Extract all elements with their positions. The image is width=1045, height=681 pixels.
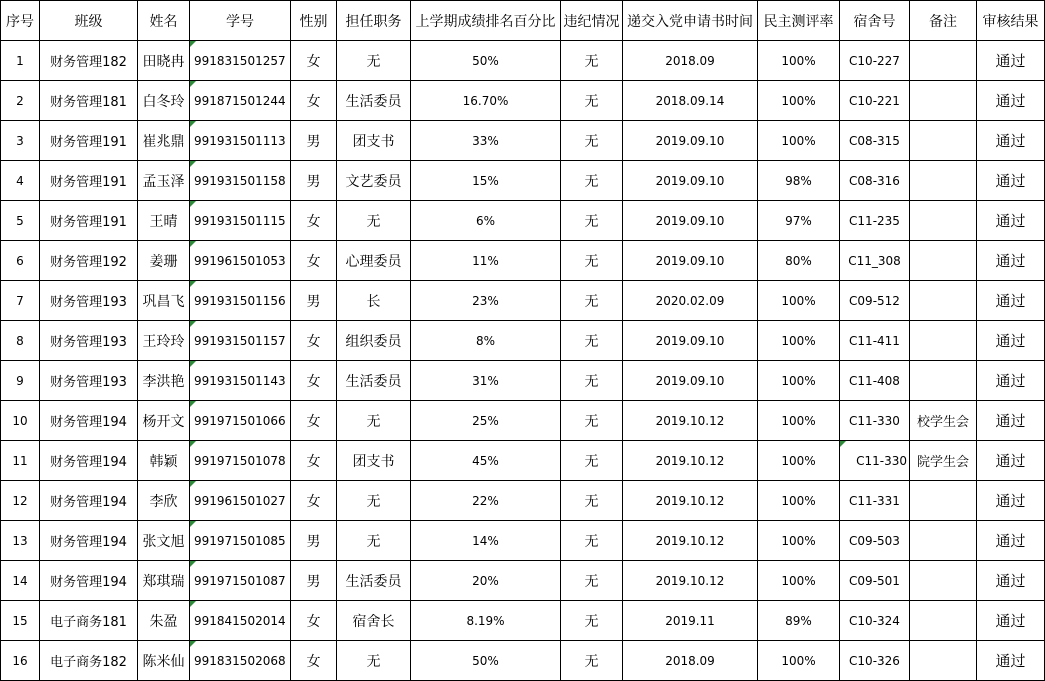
table-row xyxy=(1,481,1045,521)
cell-discipline: 无 xyxy=(561,641,623,681)
cell-no: 10 xyxy=(1,401,40,441)
cell-result: 通过 xyxy=(977,441,1045,481)
cell-result: 通过 xyxy=(977,521,1045,561)
cell-no: 16 xyxy=(1,641,40,681)
cell-discipline: 无 xyxy=(561,401,623,441)
cell-role: 长 xyxy=(337,281,411,321)
table-row xyxy=(1,401,1045,441)
cell-name: 李洪艳 xyxy=(138,361,190,401)
cell-no: 6 xyxy=(1,241,40,281)
cell-dorm: C10-221 xyxy=(840,81,910,121)
cell-name: 姜珊 xyxy=(138,241,190,281)
cell-role: 生活委员 xyxy=(337,561,411,601)
cell-gender: 女 xyxy=(291,201,337,241)
cell-result: 通过 xyxy=(977,41,1045,81)
cell-rank-percent: 50% xyxy=(411,41,561,81)
cell-dorm: C11_308 xyxy=(840,241,910,281)
cell-rank-percent: 23% xyxy=(411,281,561,321)
cell-student-id: 991931501158 xyxy=(190,161,291,201)
cell-discipline: 无 xyxy=(561,161,623,201)
cell-evaluation-rate: 97% xyxy=(758,201,840,241)
cell-student-id: 991931501157 xyxy=(190,321,291,361)
cell-note xyxy=(910,201,977,241)
cell-application-date: 2018.09 xyxy=(623,641,758,681)
header-student-id: 学号 xyxy=(190,1,291,41)
cell-name: 崔兆鼎 xyxy=(138,121,190,161)
cell-rank-percent: 33% xyxy=(411,121,561,161)
cell-note xyxy=(910,321,977,361)
cell-dorm: C08-315 xyxy=(840,121,910,161)
table-row xyxy=(1,121,1045,161)
cell-evaluation-rate: 89% xyxy=(758,601,840,641)
header-row xyxy=(1,1,1045,41)
cell-discipline: 无 xyxy=(561,321,623,361)
table-row xyxy=(1,321,1045,361)
cell-role: 团支书 xyxy=(337,121,411,161)
table-row xyxy=(1,641,1045,681)
cell-application-date: 2019.10.12 xyxy=(623,401,758,441)
cell-evaluation-rate: 98% xyxy=(758,161,840,201)
cell-class: 财务管理193 xyxy=(40,281,138,321)
cell-role: 无 xyxy=(337,521,411,561)
cell-role: 无 xyxy=(337,641,411,681)
cell-application-date: 2019.10.12 xyxy=(623,441,758,481)
cell-dorm: C08-316 xyxy=(840,161,910,201)
table-row xyxy=(1,601,1045,641)
cell-no: 8 xyxy=(1,321,40,361)
cell-rank-percent: 22% xyxy=(411,481,561,521)
cell-class: 财务管理181 xyxy=(40,81,138,121)
header-result: 审核结果 xyxy=(977,1,1045,41)
cell-gender: 女 xyxy=(291,641,337,681)
table-row xyxy=(1,241,1045,281)
cell-discipline: 无 xyxy=(561,121,623,161)
cell-gender: 女 xyxy=(291,81,337,121)
cell-gender: 男 xyxy=(291,121,337,161)
cell-student-id: 991971501078 xyxy=(190,441,291,481)
table-row xyxy=(1,521,1045,561)
cell-evaluation-rate: 100% xyxy=(758,641,840,681)
cell-name: 田晓冉 xyxy=(138,41,190,81)
cell-result: 通过 xyxy=(977,321,1045,361)
cell-gender: 女 xyxy=(291,401,337,441)
cell-evaluation-rate: 80% xyxy=(758,241,840,281)
cell-student-id: 991961501053 xyxy=(190,241,291,281)
cell-note xyxy=(910,361,977,401)
cell-application-date: 2019.10.12 xyxy=(623,481,758,521)
cell-class: 电子商务182 xyxy=(40,641,138,681)
cell-no: 9 xyxy=(1,361,40,401)
cell-class: 财务管理182 xyxy=(40,41,138,81)
cell-class: 财务管理194 xyxy=(40,561,138,601)
cell-result: 通过 xyxy=(977,641,1045,681)
header-evaluation-rate: 民主测评率 xyxy=(758,1,840,41)
cell-no: 2 xyxy=(1,81,40,121)
cell-class: 财务管理193 xyxy=(40,321,138,361)
cell-rank-percent: 16.70% xyxy=(411,81,561,121)
cell-dorm: C11-408 xyxy=(840,361,910,401)
cell-class: 财务管理192 xyxy=(40,241,138,281)
cell-dorm: C11-235 xyxy=(840,201,910,241)
cell-discipline: 无 xyxy=(561,601,623,641)
cell-note xyxy=(910,281,977,321)
cell-application-date: 2019.09.10 xyxy=(623,161,758,201)
cell-discipline: 无 xyxy=(561,201,623,241)
header-no: 序号 xyxy=(1,1,40,41)
cell-dorm: C10-324 xyxy=(840,601,910,641)
cell-no: 12 xyxy=(1,481,40,521)
cell-student-id: 991841502014 xyxy=(190,601,291,641)
cell-class: 财务管理194 xyxy=(40,401,138,441)
cell-student-id: 991971501087 xyxy=(190,561,291,601)
cell-no: 5 xyxy=(1,201,40,241)
cell-evaluation-rate: 100% xyxy=(758,281,840,321)
cell-note xyxy=(910,601,977,641)
cell-dorm: C11-331 xyxy=(840,481,910,521)
cell-role: 无 xyxy=(337,401,411,441)
cell-note xyxy=(910,121,977,161)
cell-discipline: 无 xyxy=(561,441,623,481)
cell-role: 组织委员 xyxy=(337,321,411,361)
cell-note xyxy=(910,241,977,281)
cell-rank-percent: 6% xyxy=(411,201,561,241)
header-rank-percent: 上学期成绩排名百分比 xyxy=(411,1,561,41)
cell-class: 财务管理191 xyxy=(40,161,138,201)
cell-evaluation-rate: 100% xyxy=(758,401,840,441)
cell-no: 11 xyxy=(1,441,40,481)
cell-no: 15 xyxy=(1,601,40,641)
cell-role: 无 xyxy=(337,41,411,81)
cell-result: 通过 xyxy=(977,81,1045,121)
header-class: 班级 xyxy=(40,1,138,41)
cell-rank-percent: 8.19% xyxy=(411,601,561,641)
cell-student-id: 991971501066 xyxy=(190,401,291,441)
cell-discipline: 无 xyxy=(561,521,623,561)
cell-rank-percent: 50% xyxy=(411,641,561,681)
cell-discipline: 无 xyxy=(561,281,623,321)
cell-evaluation-rate: 100% xyxy=(758,441,840,481)
cell-no: 1 xyxy=(1,41,40,81)
cell-class: 财务管理191 xyxy=(40,121,138,161)
cell-class: 财务管理191 xyxy=(40,201,138,241)
cell-discipline: 无 xyxy=(561,361,623,401)
cell-student-id: 991931501113 xyxy=(190,121,291,161)
cell-role: 心理委员 xyxy=(337,241,411,281)
cell-name: 白冬玲 xyxy=(138,81,190,121)
cell-role: 宿舍长 xyxy=(337,601,411,641)
cell-rank-percent: 20% xyxy=(411,561,561,601)
cell-rank-percent: 25% xyxy=(411,401,561,441)
cell-evaluation-rate: 100% xyxy=(758,41,840,81)
cell-note xyxy=(910,81,977,121)
cell-no: 7 xyxy=(1,281,40,321)
table-row xyxy=(1,561,1045,601)
cell-role: 生活委员 xyxy=(337,81,411,121)
cell-class: 财务管理194 xyxy=(40,521,138,561)
header-note: 备注 xyxy=(910,1,977,41)
header-application-date: 递交入党申请书时间 xyxy=(623,1,758,41)
cell-discipline: 无 xyxy=(561,81,623,121)
cell-gender: 女 xyxy=(291,601,337,641)
header-gender: 性别 xyxy=(291,1,337,41)
cell-gender: 女 xyxy=(291,361,337,401)
cell-name: 张文旭 xyxy=(138,521,190,561)
table-row xyxy=(1,361,1045,401)
cell-class: 财务管理194 xyxy=(40,481,138,521)
cell-student-id: 991971501085 xyxy=(190,521,291,561)
table-row xyxy=(1,81,1045,121)
cell-result: 通过 xyxy=(977,201,1045,241)
cell-gender: 男 xyxy=(291,521,337,561)
cell-dorm: C11-411 xyxy=(840,321,910,361)
cell-evaluation-rate: 100% xyxy=(758,121,840,161)
cell-rank-percent: 8% xyxy=(411,321,561,361)
cell-note: 校学生会 xyxy=(910,401,977,441)
cell-name: 郑琪瑞 xyxy=(138,561,190,601)
cell-evaluation-rate: 100% xyxy=(758,321,840,361)
cell-note xyxy=(910,521,977,561)
cell-student-id: 991931501143 xyxy=(190,361,291,401)
cell-dorm: C09-512 xyxy=(840,281,910,321)
cell-no: 14 xyxy=(1,561,40,601)
cell-result: 通过 xyxy=(977,361,1045,401)
cell-gender: 女 xyxy=(291,321,337,361)
table-row xyxy=(1,161,1045,201)
cell-note: 院学生会 xyxy=(910,441,977,481)
cell-discipline: 无 xyxy=(561,241,623,281)
cell-discipline: 无 xyxy=(561,561,623,601)
cell-discipline: 无 xyxy=(561,481,623,521)
cell-application-date: 2019.10.12 xyxy=(623,561,758,601)
cell-rank-percent: 11% xyxy=(411,241,561,281)
cell-name: 王晴 xyxy=(138,201,190,241)
cell-result: 通过 xyxy=(977,161,1045,201)
cell-note xyxy=(910,41,977,81)
cell-application-date: 2019.09.10 xyxy=(623,201,758,241)
cell-role: 无 xyxy=(337,201,411,241)
cell-student-id: 991871501244 xyxy=(190,81,291,121)
cell-name: 陈米仙 xyxy=(138,641,190,681)
cell-note xyxy=(910,561,977,601)
cell-rank-percent: 14% xyxy=(411,521,561,561)
cell-note xyxy=(910,161,977,201)
cell-gender: 男 xyxy=(291,161,337,201)
table-row xyxy=(1,281,1045,321)
cell-application-date: 2019.09.10 xyxy=(623,361,758,401)
cell-note xyxy=(910,641,977,681)
cell-application-date: 2019.10.12 xyxy=(623,521,758,561)
cell-name: 杨开文 xyxy=(138,401,190,441)
cell-gender: 女 xyxy=(291,441,337,481)
cell-name: 王玲玲 xyxy=(138,321,190,361)
cell-result: 通过 xyxy=(977,401,1045,441)
header-role: 担任职务 xyxy=(337,1,411,41)
cell-application-date: 2019.11 xyxy=(623,601,758,641)
cell-student-id: 991831501257 xyxy=(190,41,291,81)
cell-dorm: C10-326 xyxy=(840,641,910,681)
cell-dorm: C11-330 xyxy=(840,441,910,481)
cell-result: 通过 xyxy=(977,561,1045,601)
cell-result: 通过 xyxy=(977,481,1045,521)
cell-application-date: 2018.09 xyxy=(623,41,758,81)
cell-no: 3 xyxy=(1,121,40,161)
cell-gender: 女 xyxy=(291,241,337,281)
cell-result: 通过 xyxy=(977,281,1045,321)
cell-application-date: 2019.09.10 xyxy=(623,241,758,281)
cell-role: 无 xyxy=(337,481,411,521)
cell-evaluation-rate: 100% xyxy=(758,561,840,601)
cell-application-date: 2018.09.14 xyxy=(623,81,758,121)
cell-result: 通过 xyxy=(977,601,1045,641)
cell-dorm: C09-501 xyxy=(840,561,910,601)
cell-application-date: 2019.09.10 xyxy=(623,321,758,361)
cell-gender: 女 xyxy=(291,481,337,521)
cell-evaluation-rate: 100% xyxy=(758,521,840,561)
cell-evaluation-rate: 100% xyxy=(758,481,840,521)
cell-dorm: C10-227 xyxy=(840,41,910,81)
cell-class: 电子商务181 xyxy=(40,601,138,641)
cell-result: 通过 xyxy=(977,241,1045,281)
cell-name: 孟玉泽 xyxy=(138,161,190,201)
cell-dorm: C09-503 xyxy=(840,521,910,561)
cell-rank-percent: 15% xyxy=(411,161,561,201)
cell-name: 韩颖 xyxy=(138,441,190,481)
cell-gender: 男 xyxy=(291,281,337,321)
cell-student-id: 991961501027 xyxy=(190,481,291,521)
header-name: 姓名 xyxy=(138,1,190,41)
cell-role: 团支书 xyxy=(337,441,411,481)
cell-role: 生活委员 xyxy=(337,361,411,401)
cell-role: 文艺委员 xyxy=(337,161,411,201)
cell-gender: 女 xyxy=(291,41,337,81)
cell-no: 13 xyxy=(1,521,40,561)
cell-application-date: 2020.02.09 xyxy=(623,281,758,321)
cell-result: 通过 xyxy=(977,121,1045,161)
table-row xyxy=(1,441,1045,481)
table-row xyxy=(1,201,1045,241)
cell-discipline: 无 xyxy=(561,41,623,81)
cell-no: 4 xyxy=(1,161,40,201)
cell-dorm: C11-330 xyxy=(840,401,910,441)
cell-rank-percent: 45% xyxy=(411,441,561,481)
table-row xyxy=(1,41,1045,81)
cell-name: 李欣 xyxy=(138,481,190,521)
cell-class: 财务管理194 xyxy=(40,441,138,481)
cell-evaluation-rate: 100% xyxy=(758,81,840,121)
cell-class: 财务管理193 xyxy=(40,361,138,401)
cell-gender: 男 xyxy=(291,561,337,601)
cell-student-id: 991831502068 xyxy=(190,641,291,681)
header-dorm: 宿舍号 xyxy=(840,1,910,41)
cell-name: 巩昌飞 xyxy=(138,281,190,321)
cell-evaluation-rate: 100% xyxy=(758,361,840,401)
cell-student-id: 991931501115 xyxy=(190,201,291,241)
cell-application-date: 2019.09.10 xyxy=(623,121,758,161)
cell-note xyxy=(910,481,977,521)
cell-rank-percent: 31% xyxy=(411,361,561,401)
cell-name: 朱盈 xyxy=(138,601,190,641)
cell-student-id: 991931501156 xyxy=(190,281,291,321)
header-discipline: 违纪情况 xyxy=(561,1,623,41)
